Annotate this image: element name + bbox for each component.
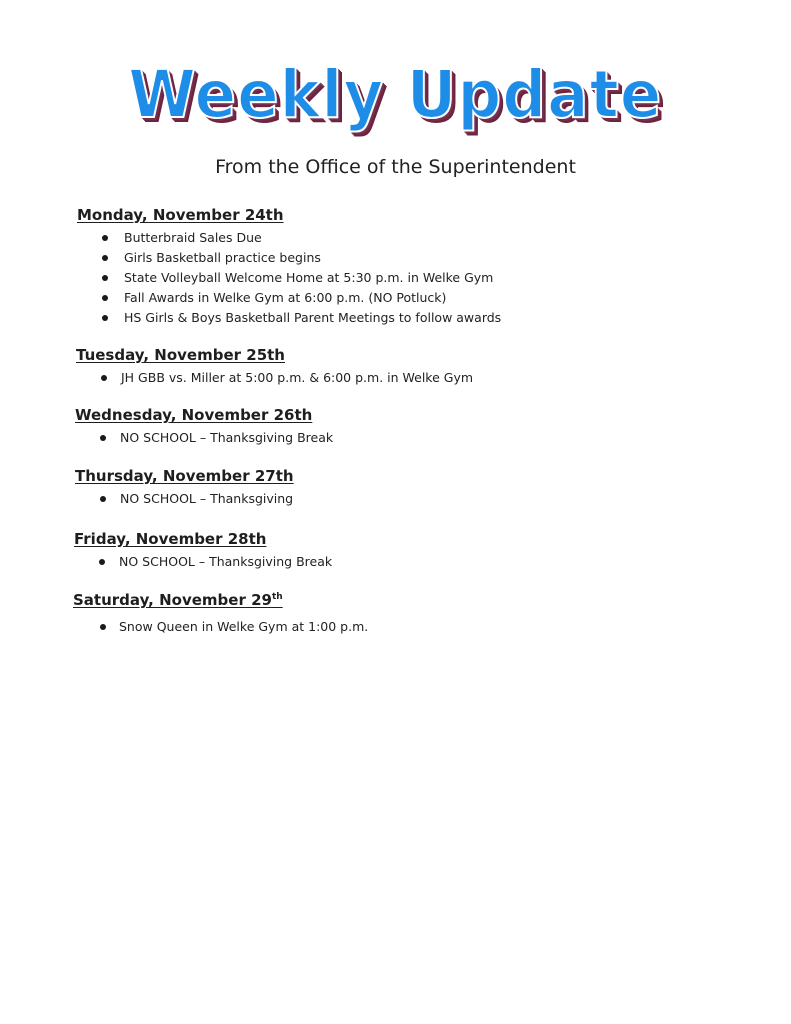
bullet-icon	[102, 235, 108, 241]
bullet-icon	[102, 315, 108, 321]
bullet-icon	[100, 624, 106, 630]
day-heading	[73, 591, 368, 609]
bullet-icon	[101, 375, 107, 381]
bullet-icon	[100, 496, 106, 502]
day-heading: Wednesday, November 26th	[75, 406, 313, 424]
list-item	[77, 248, 501, 268]
event-text: Snow Queen in Welke Gym at 1:00 p.m.	[119, 619, 369, 634]
day-heading: Thursday, November 27th	[75, 467, 294, 485]
bullet-icon	[102, 295, 108, 301]
list-item	[76, 368, 473, 388]
day-wednesday	[75, 406, 333, 448]
event-list	[73, 617, 368, 637]
event-list	[75, 489, 294, 509]
day-heading-suffix: th	[271, 592, 283, 602]
list-item	[77, 268, 501, 288]
day-monday	[77, 206, 501, 328]
list-item	[75, 489, 294, 509]
list-item	[74, 552, 332, 572]
day-friday	[74, 530, 332, 572]
event-list	[76, 368, 473, 388]
bullet-icon	[100, 435, 106, 441]
event-text: NO SCHOOL – Thanksgiving	[120, 491, 294, 506]
banner-title: Weekly Update	[128, 56, 663, 133]
event-text: Fall Awards in Welke Gym at 6:00 p.m. (NO Potluck)	[124, 290, 447, 305]
event-text: NO SCHOOL – Thanksgiving Break	[120, 430, 334, 445]
list-item	[73, 617, 368, 637]
event-text: State Volleyball Welcome Home at 5:30 p.m. in Welke Gym	[124, 270, 494, 285]
event-text: Girls Basketball practice begins	[124, 250, 321, 265]
day-thursday	[75, 467, 294, 509]
list-item	[77, 288, 501, 308]
day-heading-text: Saturday, November 29	[73, 591, 272, 609]
event-text: Butterbraid Sales Due	[124, 230, 262, 245]
event-list	[75, 428, 333, 448]
day-saturday	[73, 591, 368, 637]
list-item	[77, 308, 501, 328]
day-heading: Monday, November 24th	[77, 206, 284, 224]
event-text: NO SCHOOL – Thanksgiving Break	[119, 554, 333, 569]
day-heading: Tuesday, November 25th	[76, 346, 285, 364]
subtitle: From the Office of the Superintendent	[215, 156, 576, 178]
event-text: JH GBB vs. Miller at 5:00 p.m. & 6:00 p.m. in Welke Gym	[121, 370, 474, 385]
event-list	[77, 228, 501, 328]
bullet-icon	[102, 255, 108, 261]
event-text: HS Girls & Boys Basketball Parent Meetings to follow awards	[124, 310, 502, 325]
list-item	[77, 228, 501, 248]
bullet-icon	[102, 275, 108, 281]
banner	[0, 56, 791, 133]
event-list	[74, 552, 332, 572]
list-item	[75, 428, 333, 448]
bullet-icon	[99, 559, 105, 565]
day-heading: Friday, November 28th	[74, 530, 267, 548]
day-tuesday	[76, 346, 473, 388]
